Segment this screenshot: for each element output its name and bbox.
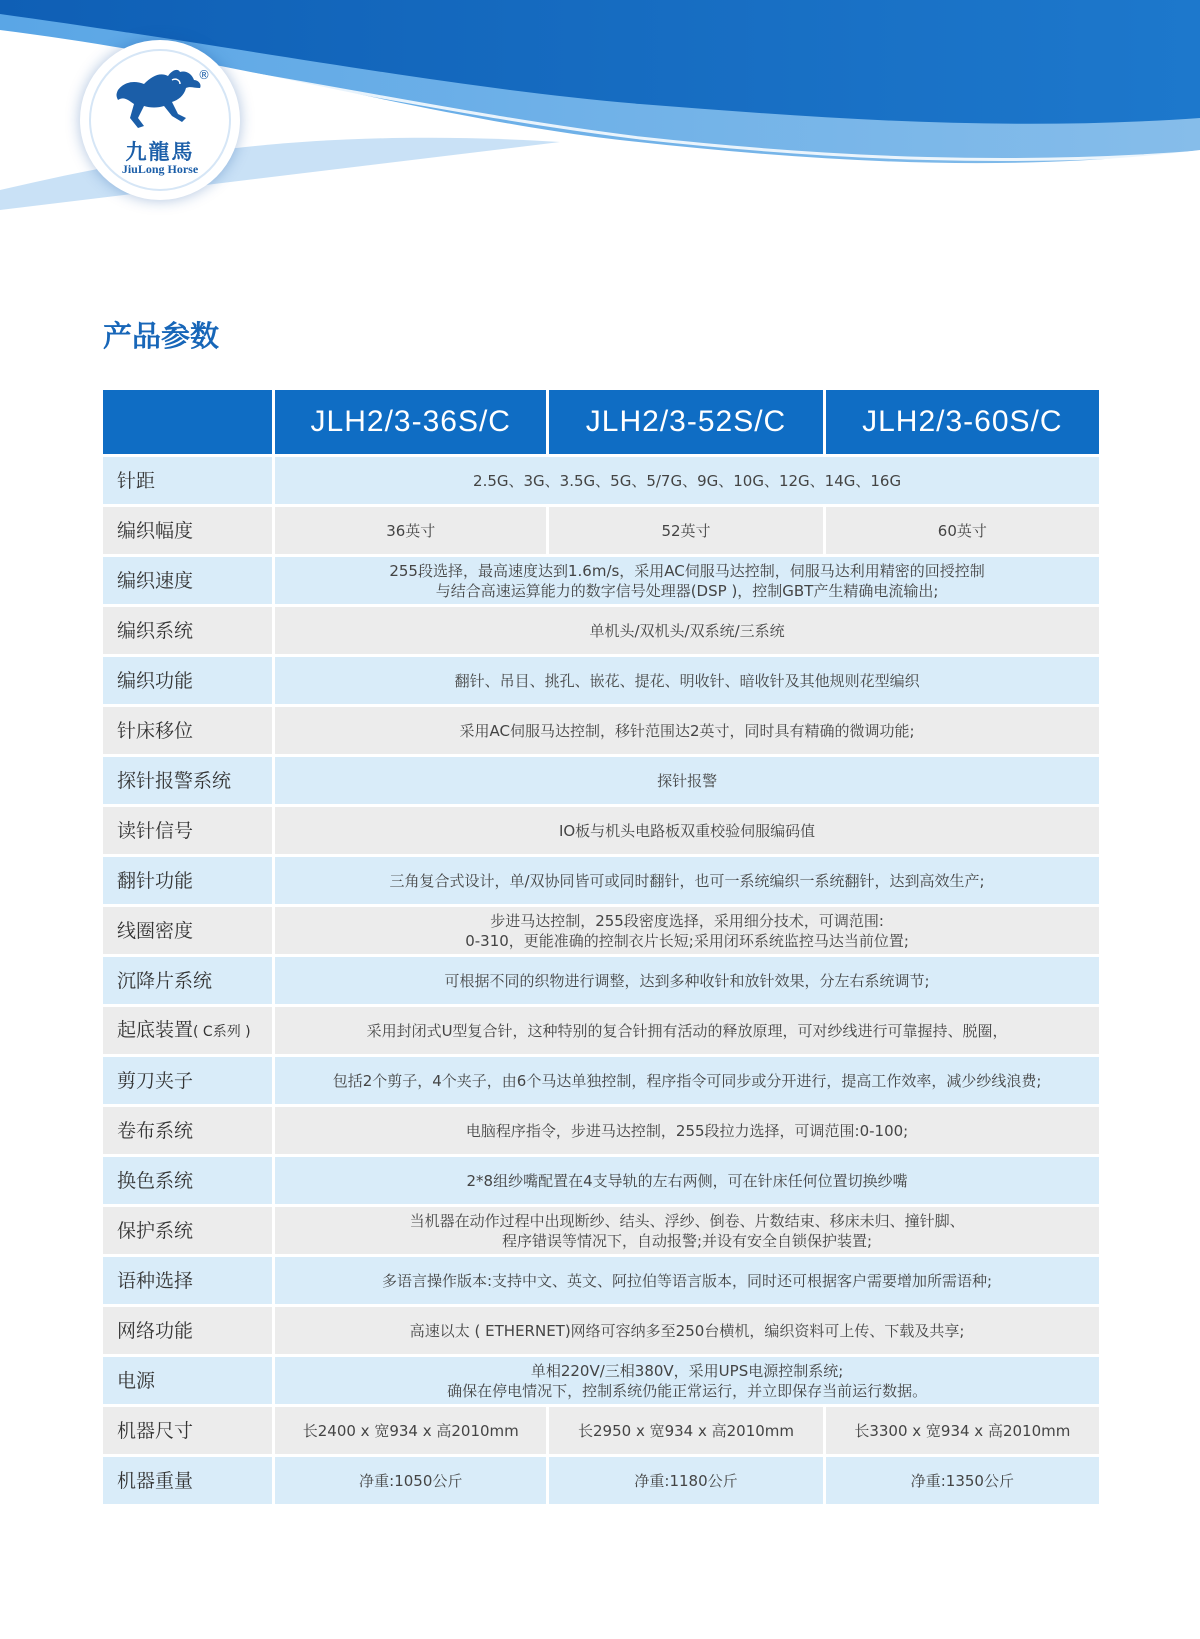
- table-row: [103, 1357, 1099, 1404]
- row-label: 网络功能: [103, 1307, 272, 1354]
- row-value: 2.5G、3G、3.5G、5G、5/7G、9G、10G、12G、14G、16G: [275, 457, 1099, 504]
- table-row: [103, 1007, 1099, 1054]
- table-row: [103, 1407, 1099, 1454]
- row-value: 长3300 x 宽934 x 高2010mm: [826, 1407, 1099, 1454]
- row-label: 线圈密度: [103, 907, 272, 954]
- row-label-sub: ( C系列 ): [193, 1023, 251, 1040]
- row-value: 60英寸: [826, 507, 1099, 554]
- brand-logo: [80, 40, 240, 200]
- table-row: [103, 707, 1099, 754]
- horse-logo-icon: [114, 66, 206, 132]
- row-value: 高速以太 ( ETHERNET)网络可容纳多至250台横机，编织资料可上传、下载及共享;: [275, 1307, 1099, 1354]
- row-value-line: 单相220V/三相380V，采用UPS电源控制系统;: [530, 1361, 844, 1380]
- row-label-text: 起底装置: [117, 1018, 194, 1041]
- table-row: [103, 1207, 1099, 1254]
- row-label: 机器重量: [103, 1457, 272, 1504]
- row-value: 净重:1350公斤: [826, 1457, 1099, 1504]
- row-value-line: 程序错误等情况下，自动报警;并设有安全自锁保护装置;: [502, 1231, 873, 1250]
- row-label: 读针信号: [103, 807, 272, 854]
- row-value: 采用AC伺服马达控制，移针范围达2英寸，同时具有精确的微调功能;: [275, 707, 1099, 754]
- row-label: 电源: [103, 1357, 272, 1404]
- row-value: [275, 557, 1099, 604]
- row-value: 三角复合式设计，单/双协同皆可或同时翻针，也可一系统编织一系统翻针，达到高效生产;: [275, 857, 1099, 904]
- row-label: 沉降片系统: [103, 957, 272, 1004]
- row-value: [275, 907, 1099, 954]
- model-header-3: JLH2/3-60S/C: [826, 390, 1099, 454]
- row-label: 机器尺寸: [103, 1407, 272, 1454]
- row-value: 52英寸: [549, 507, 822, 554]
- row-value: 探针报警: [275, 757, 1099, 804]
- row-label: 保护系统: [103, 1207, 272, 1254]
- row-value-line: 255段选择，最高速度达到1.6m/s，采用AC伺服马达控制，伺服马达利用精密的回授控制: [389, 561, 985, 580]
- page-title: 产品参数: [103, 319, 220, 353]
- row-label: [103, 1007, 272, 1054]
- table-row: [103, 507, 1099, 554]
- row-value: 2*8组纱嘴配置在4支导轨的左右两侧，可在针床任何位置切换纱嘴: [275, 1157, 1099, 1204]
- table-header-row: [103, 390, 1099, 454]
- row-value: 采用封闭式U型复合针，这种特别的复合针拥有活动的释放原理，可对纱线进行可靠握持、脱圈，: [275, 1007, 1099, 1054]
- table-row: [103, 1157, 1099, 1204]
- brand-name-en: JiuLong Horse: [121, 162, 199, 176]
- row-label: 编织系统: [103, 607, 272, 654]
- row-value: 长2950 x 宽934 x 高2010mm: [549, 1407, 822, 1454]
- row-label: 翻针功能: [103, 857, 272, 904]
- row-label: 卷布系统: [103, 1107, 272, 1154]
- table-row: [103, 1107, 1099, 1154]
- row-value: 净重:1180公斤: [549, 1457, 822, 1504]
- table-row: [103, 807, 1099, 854]
- row-value: 单机头/双机头/双系统/三系统: [275, 607, 1099, 654]
- table-row: [103, 1457, 1099, 1504]
- model-header-1: JLH2/3-36S/C: [275, 390, 546, 454]
- model-header-2: JLH2/3-52S/C: [549, 390, 822, 454]
- row-value: 翻针、吊目、挑孔、嵌花、提花、明收针、暗收针及其他规则花型编织: [275, 657, 1099, 704]
- registered-mark: ®: [198, 68, 210, 82]
- row-label: 探针报警系统: [103, 757, 272, 804]
- table-row: [103, 857, 1099, 904]
- header-empty-cell: [103, 390, 272, 454]
- row-value: 包括2个剪子，4个夹子，由6个马达单独控制，程序指令可同步或分开进行，提高工作效率，减少纱线浪费;: [275, 1057, 1099, 1104]
- table-row: [103, 907, 1099, 954]
- row-value: [275, 1357, 1099, 1404]
- row-label: 语种选择: [103, 1257, 272, 1304]
- row-value-line: 0-310，更能准确的控制衣片长短;采用闭环系统监控马达当前位置;: [465, 931, 909, 950]
- row-value: 长2400 x 宽934 x 高2010mm: [275, 1407, 546, 1454]
- row-value-line: 与结合高速运算能力的数字信号处理器(DSP )，控制GBT产生精确电流输出;: [435, 581, 939, 600]
- table-row: [103, 757, 1099, 804]
- row-value: IO板与机头电路板双重校验伺服编码值: [275, 807, 1099, 854]
- row-value: 电脑程序指令，步进马达控制，255段拉力选择，可调范围:0-100;: [275, 1107, 1099, 1154]
- row-label: 剪刀夹子: [103, 1057, 272, 1104]
- table-row: [103, 657, 1099, 704]
- table-row: [103, 557, 1099, 604]
- table-row: [103, 457, 1099, 504]
- row-value-line: 确保在停电情况下，控制系统仍能正常运行，并立即保存当前运行数据。: [447, 1381, 928, 1400]
- row-value: [275, 1207, 1099, 1254]
- header-banner: [0, 0, 1200, 240]
- table-row: [103, 607, 1099, 654]
- table-row: [103, 1057, 1099, 1104]
- row-value: 净重:1050公斤: [275, 1457, 546, 1504]
- row-value-line: 步进马达控制，255段密度选择，采用细分技术，可调范围:: [490, 911, 884, 930]
- row-label: 编织功能: [103, 657, 272, 704]
- row-label: 针床移位: [103, 707, 272, 754]
- row-value-line: 当机器在动作过程中出现断纱、结头、浮纱、倒卷、片数结束、移床未归、撞针脚、: [409, 1211, 965, 1230]
- row-label: 针距: [103, 457, 272, 504]
- table-row: [103, 1307, 1099, 1354]
- row-label: 编织速度: [103, 557, 272, 604]
- row-value: 36英寸: [275, 507, 546, 554]
- table-row: [103, 957, 1099, 1004]
- row-value: 多语言操作版本:支持中文、英文、阿拉伯等语言版本，同时还可根据客户需要增加所需语种;: [275, 1257, 1099, 1304]
- table-row: [103, 1257, 1099, 1304]
- row-label: 换色系统: [103, 1157, 272, 1204]
- row-value: 可根据不同的织物进行调整，达到多种收针和放针效果，分左右系统调节;: [275, 957, 1099, 1004]
- row-label: 编织幅度: [103, 507, 272, 554]
- spec-table: [100, 387, 1102, 1507]
- brand-name-cn: 九龍馬: [125, 139, 195, 164]
